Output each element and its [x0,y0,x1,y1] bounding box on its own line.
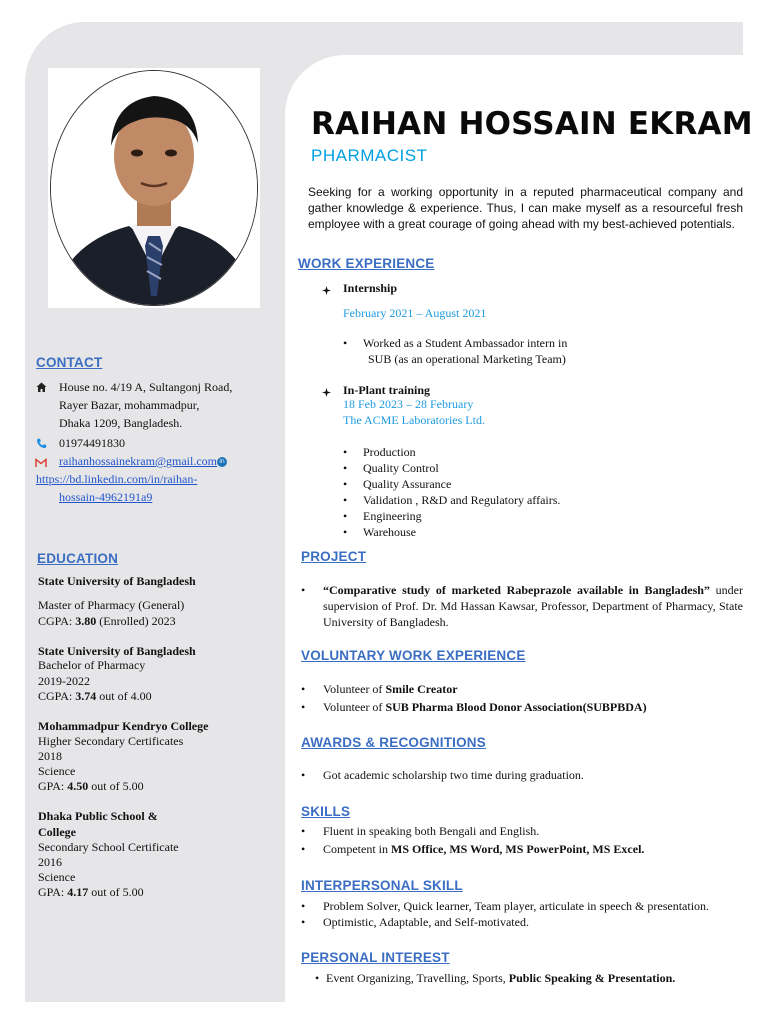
email-row [59,453,227,469]
award-item: • Got academic scholarship two time during graduation. [301,768,584,782]
job-1-description-cont: SUB (as an operational Marketing Team) [368,352,566,366]
education-1-cgpa: CGPA: 3.80 (Enrolled) 2023 [38,614,176,628]
education-3-gpa: GPA: 4.50 out of 5.00 [38,779,144,793]
voluntary-item-1: • Volunteer of Smile Creator [301,682,458,696]
voluntary-heading: VOLUNTARY WORK EXPERIENCE [301,648,526,663]
interpersonal-item-1: • Problem Solver, Quick learner, Team player, articulate in speech & presentation. [301,899,710,913]
education-1-degree: Master of Pharmacy (General) [38,598,185,612]
interest-item: • Event Organizing, Travelling, Sports, Public Speaking & Presentation. [315,971,676,985]
education-heading: EDUCATION [37,551,119,566]
education-4-gpa: GPA: 4.17 out of 5.00 [38,885,144,899]
job-2-item: • Production [343,445,416,459]
job-1-title: Internship [343,281,398,295]
education-4-school-cont: College [38,825,76,839]
interest-heading: PERSONAL INTEREST [301,950,450,965]
contact-heading: CONTACT [36,355,103,370]
linkedin-icon: in [217,457,227,467]
job-1-dates: February 2021 – August 2021 [343,306,487,320]
skills-heading: SKILLS [301,804,351,819]
education-4-degree: Secondary School Certificate [38,840,179,854]
education-3-group: Science [38,764,76,778]
diamond-bullet-icon [322,282,331,300]
education-4-school: Dhaka Public School & [38,809,158,823]
education-2-cgpa: CGPA: 3.74 out of 4.00 [38,689,152,703]
phone-number: 01974491830 [59,436,125,450]
education-4-year: 2016 [38,855,62,869]
job-2-item: • Quality Assurance [343,477,452,491]
job-2-company: The ACME Laboratories Ltd. [343,413,485,427]
job-2-item: • Validation , R&D and Regulatory affairs. [343,493,561,507]
awards-heading: AWARDS & RECOGNITIONS [301,735,486,750]
person-portrait [51,71,257,305]
job-2-item: • Quality Control [343,461,439,475]
job-1-description: • Worked as a Student Ambassador intern in [343,336,568,350]
address-line-3: Dhaka 1209, Bangladesh. [59,416,183,430]
education-2-school: State University of Bangladesh [38,644,196,658]
phone-icon [36,436,47,454]
linkedin-link[interactable]: https://bd.linkedin.com/in/raihan- [36,472,198,486]
education-3-degree: Higher Secondary Certificates [38,734,184,748]
candidate-name: RAIHAN HOSSAIN EKRAM [311,106,753,142]
education-2-years: 2019-2022 [38,674,90,688]
project-description: “Comparative study of marketed Rabeprazole available in Bangladesh” under supervision of Prof. Dr. Md Hassan Kawsar, Professor, Department of Pharmacy, State University of Bangladesh. [323,583,743,629]
job-2-title: In-Plant training [343,383,431,397]
career-objective: Seeking for a working opportunity in a reputed pharmaceutical company and gather knowledge & experience. Thus, I can make myself as a resourceful fresh employee with a great courage of going ahead with my best-achieved potentials. [308,185,743,231]
education-1-school: State University of Bangladesh [38,574,196,588]
diamond-bullet-icon [322,384,331,402]
project-bullet: • [301,583,306,597]
education-4-group: Science [38,870,76,884]
job-2-item: • Warehouse [343,525,417,539]
education-3-year: 2018 [38,749,62,763]
skill-item-2: • Competent in MS Office, MS Word, MS PowerPoint, MS Excel. [301,842,645,856]
interpersonal-heading: INTERPERSONAL SKILL [301,878,463,893]
job-2-dates: 18 Feb 2023 – 28 February [343,397,474,411]
voluntary-item-2: • Volunteer of SUB Pharma Blood Donor Association(SUBPBDA) [301,700,647,714]
email-link[interactable]: raihanhossainekram@gmail.com [59,454,218,468]
interpersonal-item-2: • Optimistic, Adaptable, and Self-motivated. [301,915,529,929]
linkedin-link-continued[interactable]: hossain-4962191a9 [59,490,153,504]
profile-photo [48,68,260,308]
skill-item-1: • Fluent in speaking both Bengali and English. [301,824,540,838]
education-2-degree: Bachelor of Pharmacy [38,658,146,672]
job-2-item: • Engineering [343,509,422,523]
project-heading: PROJECT [301,549,367,564]
home-icon [36,380,47,398]
header-band [80,22,743,54]
candidate-role: PHARMACIST [311,146,428,165]
education-3-school: Mohammadpur Kendryo College [38,719,209,733]
address-line-2: Rayer Bazar, mohammadpur, [59,398,200,412]
address-line-1: House no. 4/19 A, Sultangonj Road, [59,380,233,394]
linkedin-row-2 [59,489,152,505]
profile-photo-frame [50,70,258,306]
work-experience-heading: WORK EXPERIENCE [298,256,435,271]
linkedin-row-1 [36,471,197,487]
